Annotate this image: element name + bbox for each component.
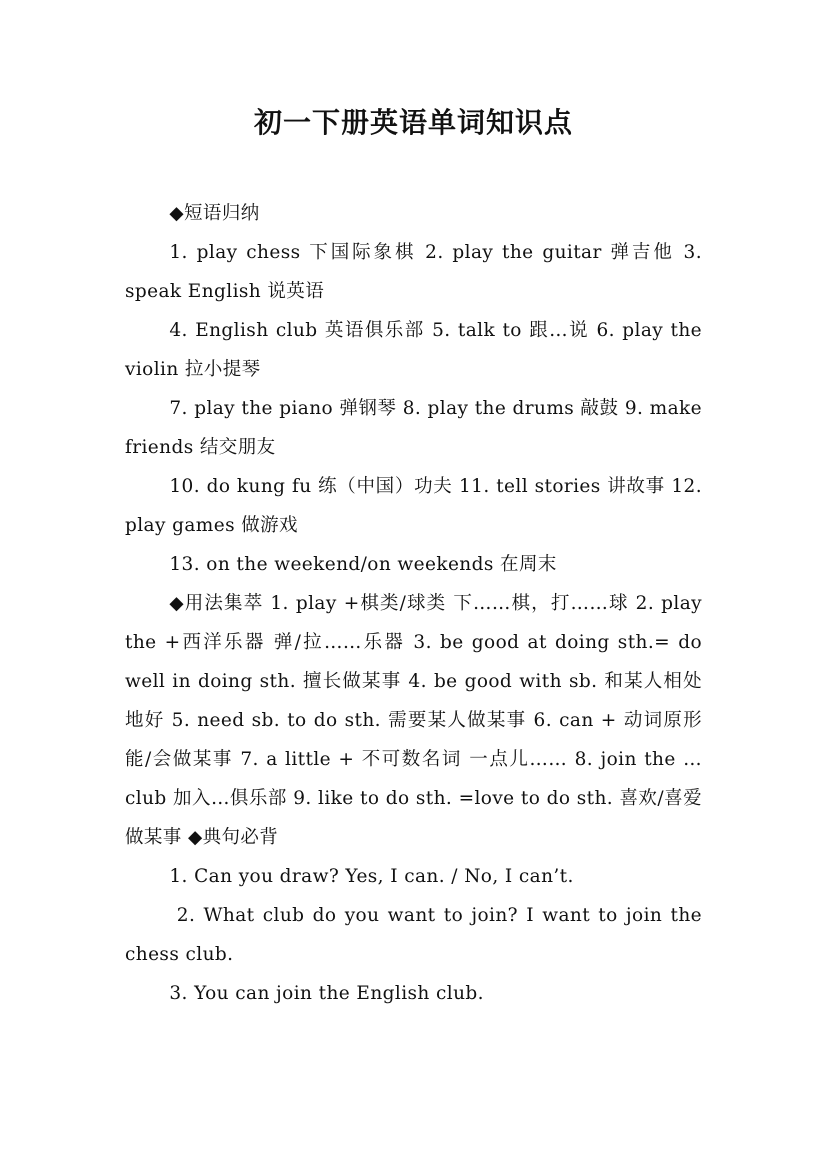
paragraph-usage: ◆用法集萃 1. play +棋类/球类 下……棋，打……球 2. play the +西洋乐器 弹/拉……乐器 3. be good at doing sth.= do well in doing sth. 擅长做某事 4. be good with sb. 和某人相处地好 5. need sb. to do sth. 需要某人做某事 6. can + 动词原形 能/会做某事 7. a little + 不可数名词 一点儿…… 8. join the …club 加入…俱乐部 9. like to do sth. =love to do sth. 喜欢/喜爱做某事 ◆典句必背	[125, 593, 702, 848]
paragraph: 13. on the weekend/on weekends 在周末	[169, 554, 557, 575]
paragraph: 10. do kung fu 练（中国）功夫 11. tell stories 讲故事 12. play games 做游戏	[125, 476, 702, 536]
section-heading-phrases: ◆短语归纳	[169, 203, 260, 224]
paragraph: 2. What club do you want to join? I want to join the chess club.	[125, 905, 702, 965]
document-body	[125, 194, 702, 1013]
paragraph: 7. play the piano 弹钢琴 8. play the drums 敲鼓 9. make friends 结交朋友	[125, 398, 702, 458]
paragraph: 3. You can join the English club.	[169, 983, 484, 1004]
paragraph: 4. English club 英语俱乐部 5. talk to 跟…说 6. play the violin 拉小提琴	[125, 320, 702, 380]
paragraph: 1. Can you draw? Yes, I can. / No, I can’t.	[169, 866, 574, 887]
document-title: 初一下册英语单词知识点	[253, 106, 573, 139]
paragraph: 1. play chess 下国际象棋 2. play the guitar 弹吉他 3. speak English 说英语	[125, 242, 702, 302]
